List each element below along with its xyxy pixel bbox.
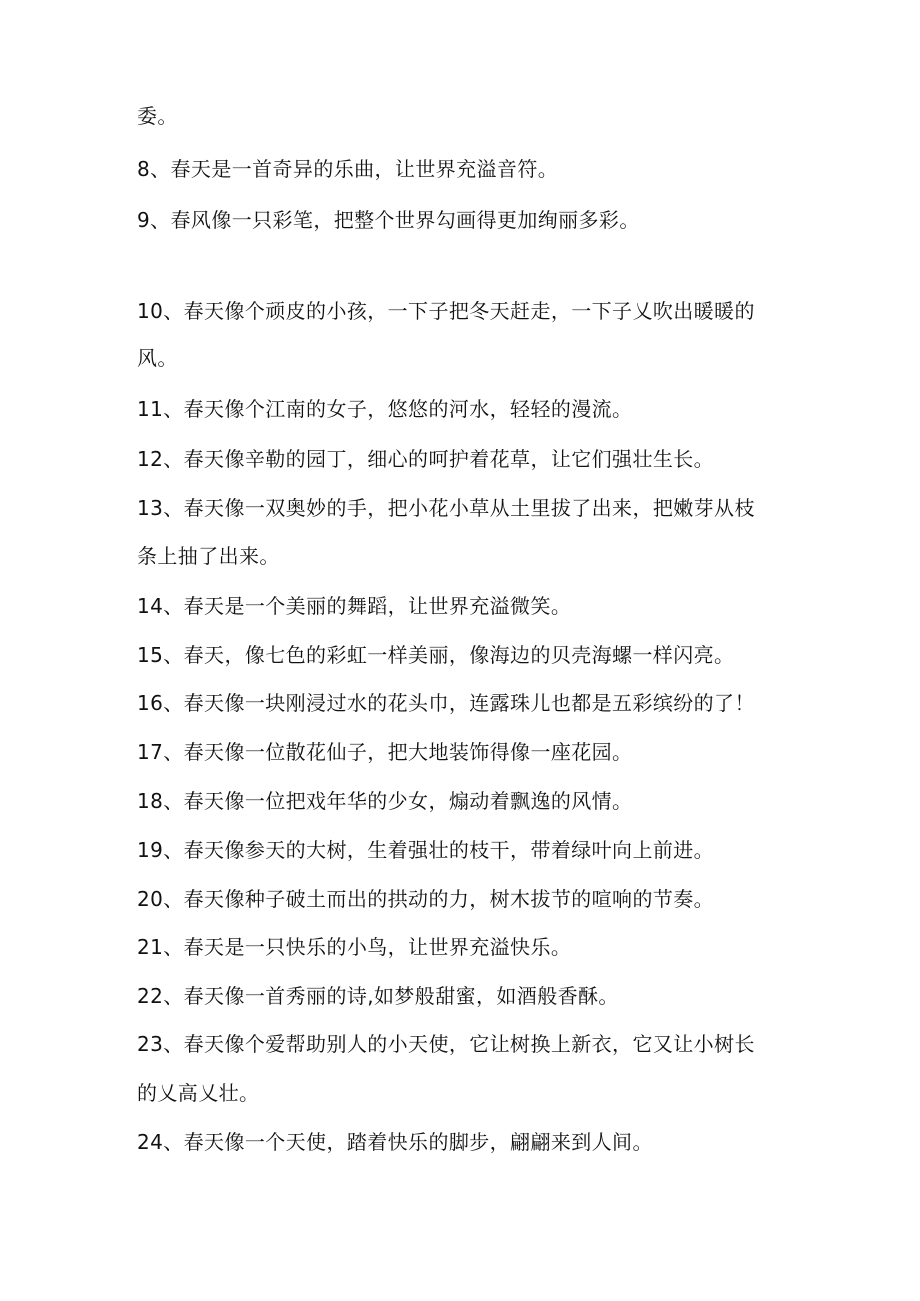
text-line: 风。	[137, 346, 178, 370]
text-line: 的乂高乂壮。	[137, 1081, 260, 1105]
text-line: 15、春天，像七色的彩虹一样美丽，像海边的贝壳海螺一样闪亮。	[137, 643, 735, 667]
text-line: 16、春天像一块刚浸过水的花头巾，连露珠儿也都是五彩缤纷的了！	[137, 691, 755, 715]
text-line: 委。	[137, 104, 178, 128]
text-line: 12、春天像辛勒的园丁，细心的呵护着花草，让它们强壮生长。	[137, 447, 715, 471]
text-line: 11、春天像个江南的女子，悠悠的河水，轻轻的漫流。	[137, 397, 633, 421]
text-line: 17、春天像一位散花仙子，把大地装饰得像一座花园。	[137, 740, 633, 764]
text-line: 23、春天像个爱帮助别人的小天使，它让树换上新衣，它又让小树长	[137, 1032, 755, 1056]
text-line: 18、春天像一位把戏年华的少女，煽动着飘逸的风情。	[137, 789, 633, 813]
text-line: 13、春天像一双奥妙的手，把小花小草从土里拔了出来，把嫩芽从枝	[137, 496, 755, 520]
text-line: 条上抽了出来。	[137, 544, 280, 568]
text-line: 9、春风像一只彩笔，把整个世界勾画得更加绚丽多彩。	[137, 208, 640, 232]
text-line: 8、春天是一首奇异的乐曲，让世界充溢音符。	[137, 157, 559, 181]
text-line: 24、春天像一个天使，踏着快乐的脚步，翩翩来到人间。	[137, 1130, 653, 1154]
text-line: 21、春天是一只快乐的小鸟，让世界充溢快乐。	[137, 935, 572, 959]
text-line: 19、春天像参天的大树，生着强壮的枝干，带着绿叶向上前进。	[137, 838, 715, 862]
text-line: 14、春天是一个美丽的舞蹈，让世界充溢微笑。	[137, 594, 572, 618]
text-line: 20、春天像种子破土而出的拱动的力，树木拔节的喧响的节奏。	[137, 887, 715, 911]
text-line: 10、春天像个顽皮的小孩，一下子把冬天赶走，一下子乂吹出暖暖的	[137, 299, 755, 323]
text-line: 22、春天像一首秀丽的诗,如梦般甜蜜，如酒般香酥。	[137, 984, 619, 1008]
